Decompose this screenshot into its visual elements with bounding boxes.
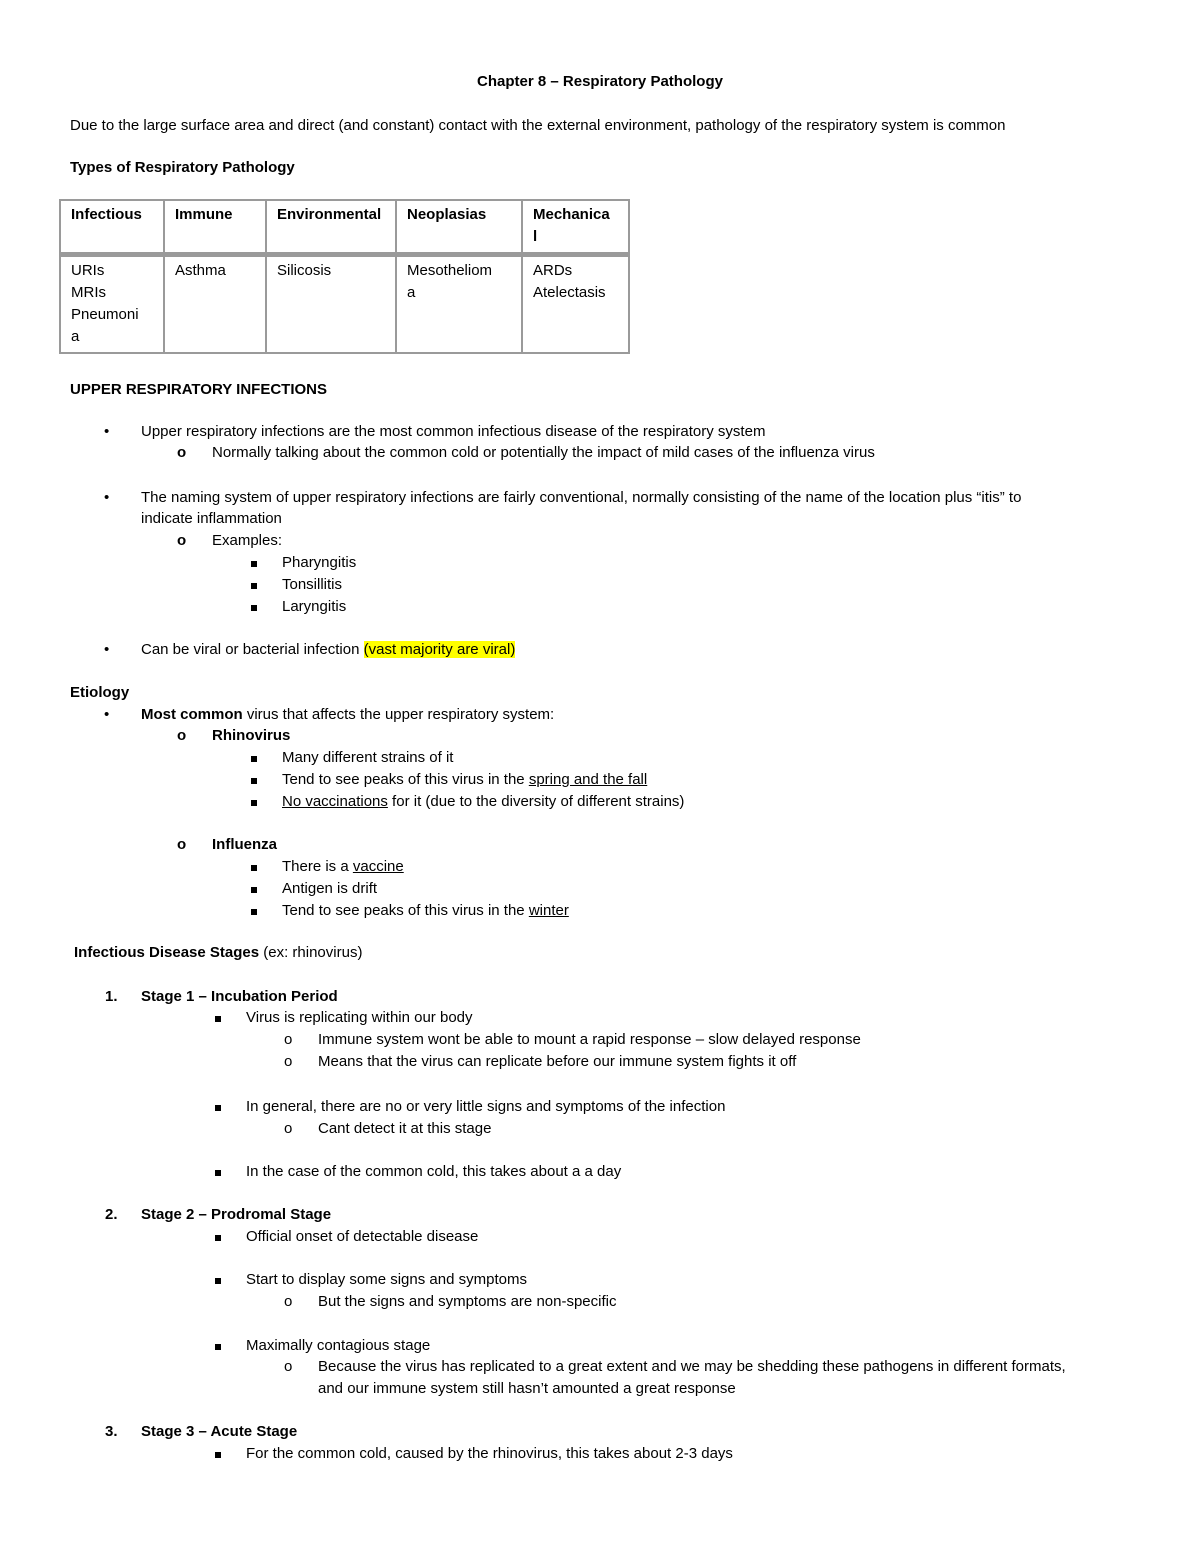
square-bullet-icon <box>251 879 257 899</box>
list-item: There is a vaccine <box>282 858 404 875</box>
list-item: The naming system of upper respiratory infections are fairly conventional, normally consisting of the name of the location plus “itis” to <box>141 489 1022 506</box>
square-bullet-icon <box>215 1336 221 1356</box>
table-cell: Mesotheliom a <box>396 255 522 354</box>
table-header-row <box>60 200 629 255</box>
list-item: In general, there are no or very little signs and symptoms of the infection <box>246 1098 726 1115</box>
table-header-cell: Environmental <box>266 200 396 255</box>
list-item: Antigen is drift <box>282 880 378 897</box>
list-item: For the common cold, caused by the rhinovirus, this takes about 2-3 days <box>246 1445 733 1462</box>
bullet-icon: • <box>104 706 110 723</box>
stage-title: Stage 1 – Incubation Period <box>141 988 338 1005</box>
list-item: Many different strains of it <box>282 749 454 766</box>
list-item: Virus is replicating within our body <box>246 1009 473 1026</box>
table-cell: Asthma <box>164 255 266 354</box>
square-bullet-icon <box>251 901 257 921</box>
table-header-cell: Neoplasias <box>396 200 522 255</box>
table-cell: Silicosis <box>266 255 396 354</box>
list-item: Most common virus that affects the upper respiratory system: <box>141 706 555 723</box>
list-item: But the signs and symptoms are non-specific <box>318 1293 617 1310</box>
table-header-cell: Infectious <box>60 200 164 255</box>
square-bullet-icon <box>215 1270 221 1290</box>
list-item: Examples: <box>212 532 283 549</box>
list-item: Laryngitis <box>282 598 347 615</box>
square-bullet-icon <box>215 1008 221 1028</box>
square-bullet-icon <box>251 770 257 790</box>
intro-paragraph: Due to the large surface area and direct (and constant) contact with the external environment, pathology of the respiratory system is common <box>70 117 1006 134</box>
list-item: Start to display some signs and symptoms <box>246 1271 527 1288</box>
section-heading-etiology: Etiology <box>70 684 130 701</box>
square-bullet-icon <box>251 597 257 617</box>
list-item: Pharyngitis <box>282 554 357 571</box>
list-item: Can be viral or bacterial infection (vast majority are viral) <box>141 641 516 658</box>
list-item: Because the virus has replicated to a great extent and we may be shedding these pathogens in different formats, <box>318 1358 1066 1375</box>
table-header-cell: Immune <box>164 200 266 255</box>
list-item: Upper respiratory infections are the most common infectious disease of the respiratory system <box>141 423 766 440</box>
square-bullet-icon <box>215 1227 221 1247</box>
list-item: Influenza <box>212 836 278 853</box>
highlighted-text: (vast majority are viral) <box>363 641 516 658</box>
circle-bullet-icon: o <box>284 1120 293 1137</box>
table-cell: ARDs Atelectasis <box>522 255 629 354</box>
stage-title: Stage 3 – Acute Stage <box>141 1423 298 1440</box>
table-header-cell: Mechanica l <box>522 200 629 255</box>
circle-bullet-icon: o <box>177 836 187 853</box>
types-heading: Types of Respiratory Pathology <box>70 159 295 176</box>
list-item: Means that the virus can replicate before our immune system fights it off <box>318 1053 797 1070</box>
circle-bullet-icon: o <box>284 1293 293 1310</box>
square-bullet-icon <box>251 575 257 595</box>
bullet-icon: • <box>104 641 110 658</box>
stage-title: Stage 2 – Prodromal Stage <box>141 1206 332 1223</box>
circle-bullet-icon: o <box>177 532 187 549</box>
list-item-continuation: indicate inflammation <box>141 510 282 527</box>
list-item: Tend to see peaks of this virus in the winter <box>282 902 569 919</box>
square-bullet-icon <box>215 1097 221 1117</box>
table-cell: URIs MRIs Pneumoni a <box>60 255 164 354</box>
list-number: 3. <box>105 1423 118 1440</box>
page-title: Chapter 8 – Respiratory Pathology <box>477 73 723 90</box>
list-item-continuation: and our immune system still hasn’t amounted a great response <box>318 1380 736 1397</box>
section-heading-stages: Infectious Disease Stages (ex: rhinovirus) <box>74 944 363 961</box>
list-number: 2. <box>105 1206 118 1223</box>
list-item: Tend to see peaks of this virus in the spring and the fall <box>282 771 648 788</box>
circle-bullet-icon: o <box>177 727 187 744</box>
bullet-icon: • <box>104 489 110 506</box>
square-bullet-icon <box>215 1162 221 1182</box>
list-number: 1. <box>105 988 118 1005</box>
square-bullet-icon <box>251 857 257 877</box>
section-heading-uri: UPPER RESPIRATORY INFECTIONS <box>70 381 327 398</box>
circle-bullet-icon: o <box>177 444 187 461</box>
list-item: Official onset of detectable disease <box>246 1228 479 1245</box>
table-row <box>60 255 629 354</box>
list-item: Maximally contagious stage <box>246 1337 431 1354</box>
square-bullet-icon <box>251 553 257 573</box>
list-item: Normally talking about the common cold or potentially the impact of mild cases of the influenza virus <box>212 444 875 461</box>
list-item: In the case of the common cold, this takes about a a day <box>246 1163 622 1180</box>
circle-bullet-icon: o <box>284 1031 293 1048</box>
square-bullet-icon <box>251 748 257 768</box>
bullet-icon: • <box>104 423 110 440</box>
list-item: Rhinovirus <box>212 727 291 744</box>
square-bullet-icon <box>215 1444 221 1464</box>
square-bullet-icon <box>251 792 257 812</box>
list-item: Tonsillitis <box>282 576 343 593</box>
list-item: Cant detect it at this stage <box>318 1120 492 1137</box>
pathology-types-table <box>59 199 630 354</box>
circle-bullet-icon: o <box>284 1053 293 1070</box>
list-item: Immune system wont be able to mount a rapid response – slow delayed response <box>318 1031 861 1048</box>
list-item: No vaccinations for it (due to the diversity of different strains) <box>282 793 685 810</box>
circle-bullet-icon: o <box>284 1358 293 1375</box>
